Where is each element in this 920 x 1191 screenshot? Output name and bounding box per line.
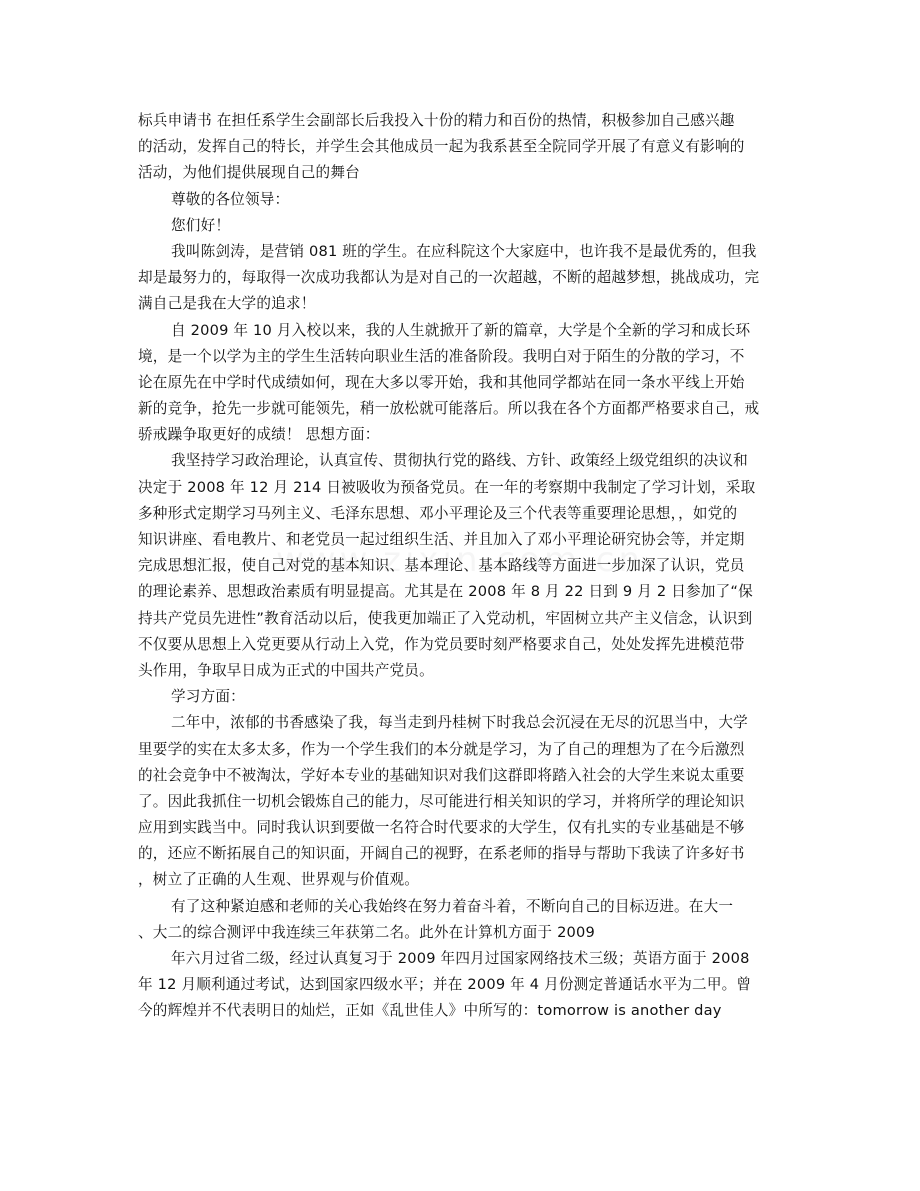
text-line: 年六月过省二级，经过认真复习于 2009 年四月过国家网络技术三级；英语方面于 2008: [171, 950, 750, 967]
text-line: 满自己是我在大学的追求！: [138, 295, 316, 313]
text-line: ，树立了正确的人生观、世界观与价值观。: [138, 871, 420, 889]
text-line: 我坚持学习政治理论，认真宣传、贯彻执行党的路线、方针、政策经上级党组织的决议和: [171, 452, 748, 470]
text-line: 年 12 月顺利通过考试，达到国家四级水平；并在 2009 年 4 月份测定普通话水平为二甲。曾: [138, 976, 752, 994]
text-line: 不仅要从思想上入党更要从行动上入党，作为党员要时刻严格要求自己，处处发挥先进模范带: [138, 635, 745, 653]
text-line: 活动，为他们提供展现自己的舞台: [138, 164, 360, 182]
text-line: 今的辉煌并不代表明日的灿烂，正如《乱世佳人》中所写的：tomorrow is another day: [138, 1002, 722, 1020]
text-line: 的活动，发挥自己的特长，并学生会其他成员一起为我系甚至全院同学开展了有意义有影响的: [138, 138, 745, 156]
document-body: [138, 108, 780, 1025]
text-line: 却是最努力的，每取得一次成功我都认为是对自己的一次超越，不断的超越梦想，挑战成功，完: [138, 269, 760, 287]
text-line: 二年中，浓郁的书香感染了我，每当走到丹桂树下时我总会沉浸在无尽的沉思当中，大学: [171, 714, 748, 732]
text-line: 的理论素养、思想政治素质有明显提高。尤其是在 2008 年 8 月 22 日到 9 月 2 日参加了“保: [138, 583, 753, 601]
text-line: 知识讲座、看电教片、和老党员一起过组织生活、并且加入了邓小平理论研究协会等，并定期: [138, 531, 745, 548]
text-line: 骄戒躁争取更好的成绩！ 思想方面：: [138, 426, 380, 444]
text-line: 完成思想汇报，使自己对党的基本知识、基本理论、基本路线等方面进一步加深了认识，党员: [138, 557, 745, 575]
text-line: 学习方面：: [171, 688, 245, 706]
text-line: 的社会竞争中不被淘汰，学好本专业的基础知识对我们这群即将踏入社会的大学生来说太重要: [138, 766, 745, 784]
text-line: 有了这种紧迫感和老师的关心我始终在努力着奋斗着，不断向自己的目标迈进。在大一: [171, 897, 734, 915]
text-line: 新的竞争，抢先一步就可能领先，稍一放松就可能落后。所以我在各个方面都严格要求自己，戒: [138, 400, 760, 418]
text-line: 决定于 2008 年 12 月 214 日被吸收为预备党员。在一年的考察期中我制定了学习计划，采取: [138, 478, 756, 496]
text-line: 的，还应不断拓展自己的知识面，开阔自己的视野，在系老师的指导与帮助下我读了许多好书: [138, 845, 745, 863]
text-line: 应用到实践当中。同时我认识到要做一名符合时代要求的大学生，仅有扎实的专业基础是不够: [138, 819, 745, 837]
text-line: 多种形式定期学习马列主义、毛泽东思想、邓小平理论及三个代表等重要理论思想，，如党的: [138, 504, 738, 522]
text-line: 我叫陈剑涛，是营销 081 班的学生。在应科院这个大家庭中，也许我不是最优秀的，但我: [171, 242, 757, 260]
text-line: 尊敬的各位领导：: [171, 190, 290, 208]
text-line: 里要学的实在太多太多，作为一个学生我们的本分就是学习，为了自己的理想为了在今后激烈: [138, 740, 745, 758]
text-line: 、大二的综合测评中我连续三年获第二名。此外在计算机方面于 2009: [138, 923, 596, 941]
text-line: 论在原先在中学时代成绩如何，现在大多以零开始，我和其他同学都站在同一条水平线上开始: [138, 373, 745, 391]
text-line: 头作用，争取早日成为正式的中国共产党员。: [138, 661, 434, 679]
text-line: 标兵申请书 在担任系学生会副部长后我投入十份的精力和百份的热情，积极参加自己感兴趣: [138, 112, 735, 129]
text-line: 境，是一个以学为主的学生生活转向职业生活的准备阶段。我明白对于陌生的分散的学习，不: [138, 347, 745, 365]
text-line: 了。因此我抓住一切机会锻炼自己的能力，尽可能进行相关知识的学习，并将所学的理论知识: [138, 792, 745, 810]
text-line: 自 2009 年 10 月入校以来，我的人生就掀开了新的篇章，大学是个全新的学习和成长环: [171, 321, 751, 339]
text-line: 您们好！: [171, 216, 231, 234]
text-line: 持共产党员先进性”教育活动以后，使我更加端正了入党动机，牢固树立共产主义信念，认识到: [138, 609, 753, 627]
